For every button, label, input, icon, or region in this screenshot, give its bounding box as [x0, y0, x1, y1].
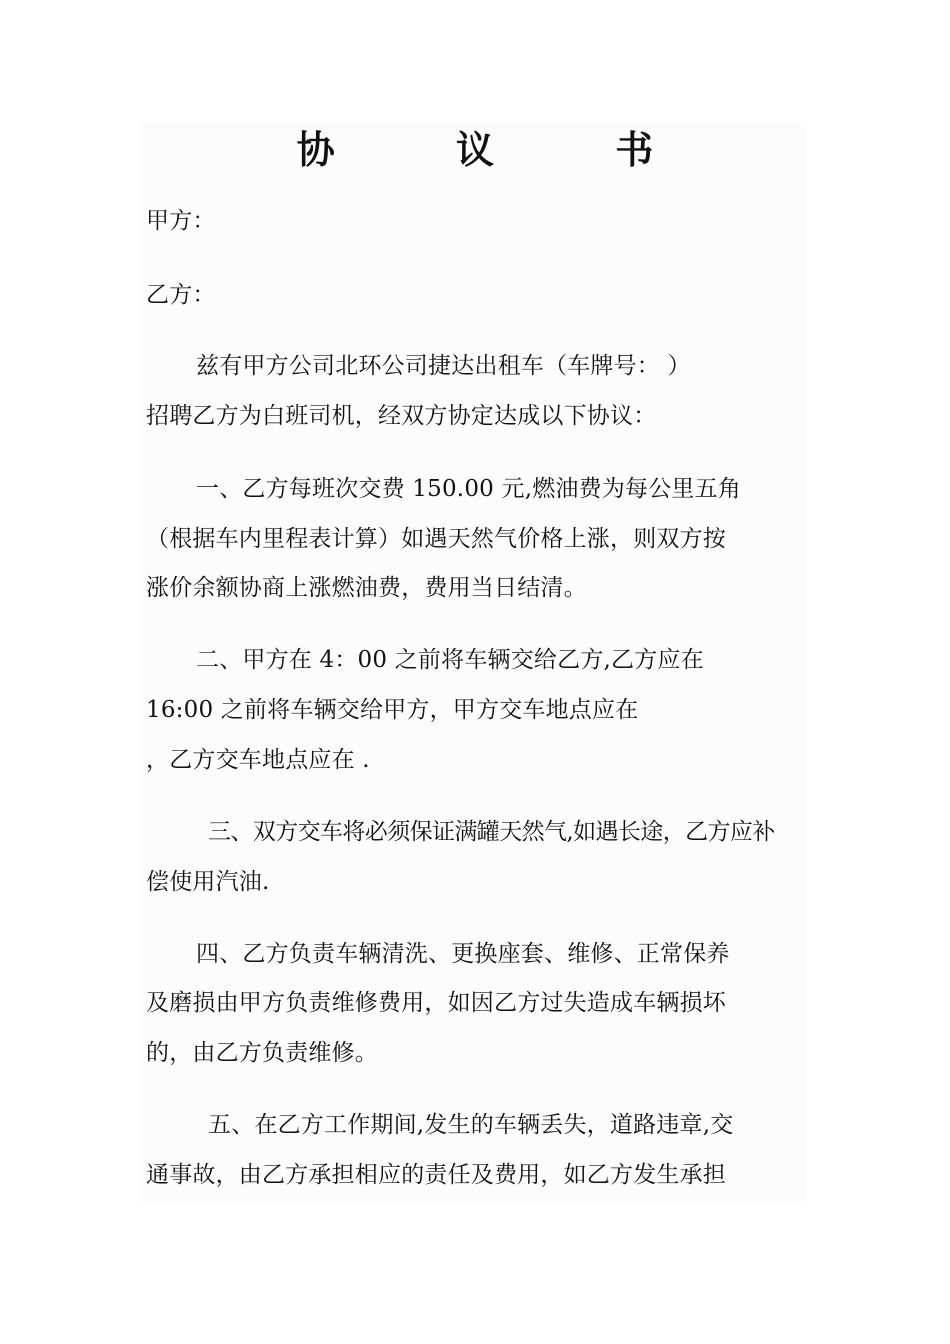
clause-1-line-1: 一、乙方每班次交费 150.00 元,燃油费为每公里五角	[196, 476, 742, 502]
clause-5-line-2: 通事故，由乙方承担相应的责任及费用，如乙方发生承担	[146, 1162, 726, 1188]
clause-2-line-3: ，乙方交车地点应在 .	[146, 747, 370, 773]
intro-line-1: 兹有甲方公司北环公司捷达出租车（车牌号： ）	[196, 353, 691, 379]
clause-4-line-3: 的，由乙方负责维修。	[146, 1040, 378, 1066]
clause-3-line-1: 三、双方交车将必须保证满罐天然气,如遇长途，乙方应补	[208, 819, 775, 845]
clause-1-line-3: 涨价余额协商上涨燃油费，费用当日结清。	[146, 575, 587, 601]
clause-1-line-2: （根据车内里程表计算）如遇天然气价格上涨，则双方按	[146, 526, 726, 552]
clause-2-line-2: 16:00 之前将车辆交给甲方，甲方交车地点应在	[146, 697, 639, 723]
clause-4-line-2: 及磨损由甲方负责维修费用，如因乙方过失造成车辆损坏	[146, 990, 726, 1016]
clause-5-line-1: 五、在乙方工作期间,发生的车辆丢失，道路违章,交	[208, 1112, 734, 1138]
document-title: 协 议 书	[296, 127, 708, 172]
intro-line-2: 招聘乙方为白班司机，经双方协定达成以下协议：	[146, 403, 657, 429]
clause-2-line-1: 二、甲方在 4：00 之前将车辆交给乙方,乙方应在	[196, 647, 704, 673]
party-a-label: 甲方：	[146, 208, 216, 234]
clause-3-line-2: 偿使用汽油.	[146, 869, 270, 895]
clause-4-line-1: 四、乙方负责车辆清洗、更换座套、维修、正常保养	[196, 941, 730, 967]
party-b-label: 乙方：	[146, 282, 216, 308]
